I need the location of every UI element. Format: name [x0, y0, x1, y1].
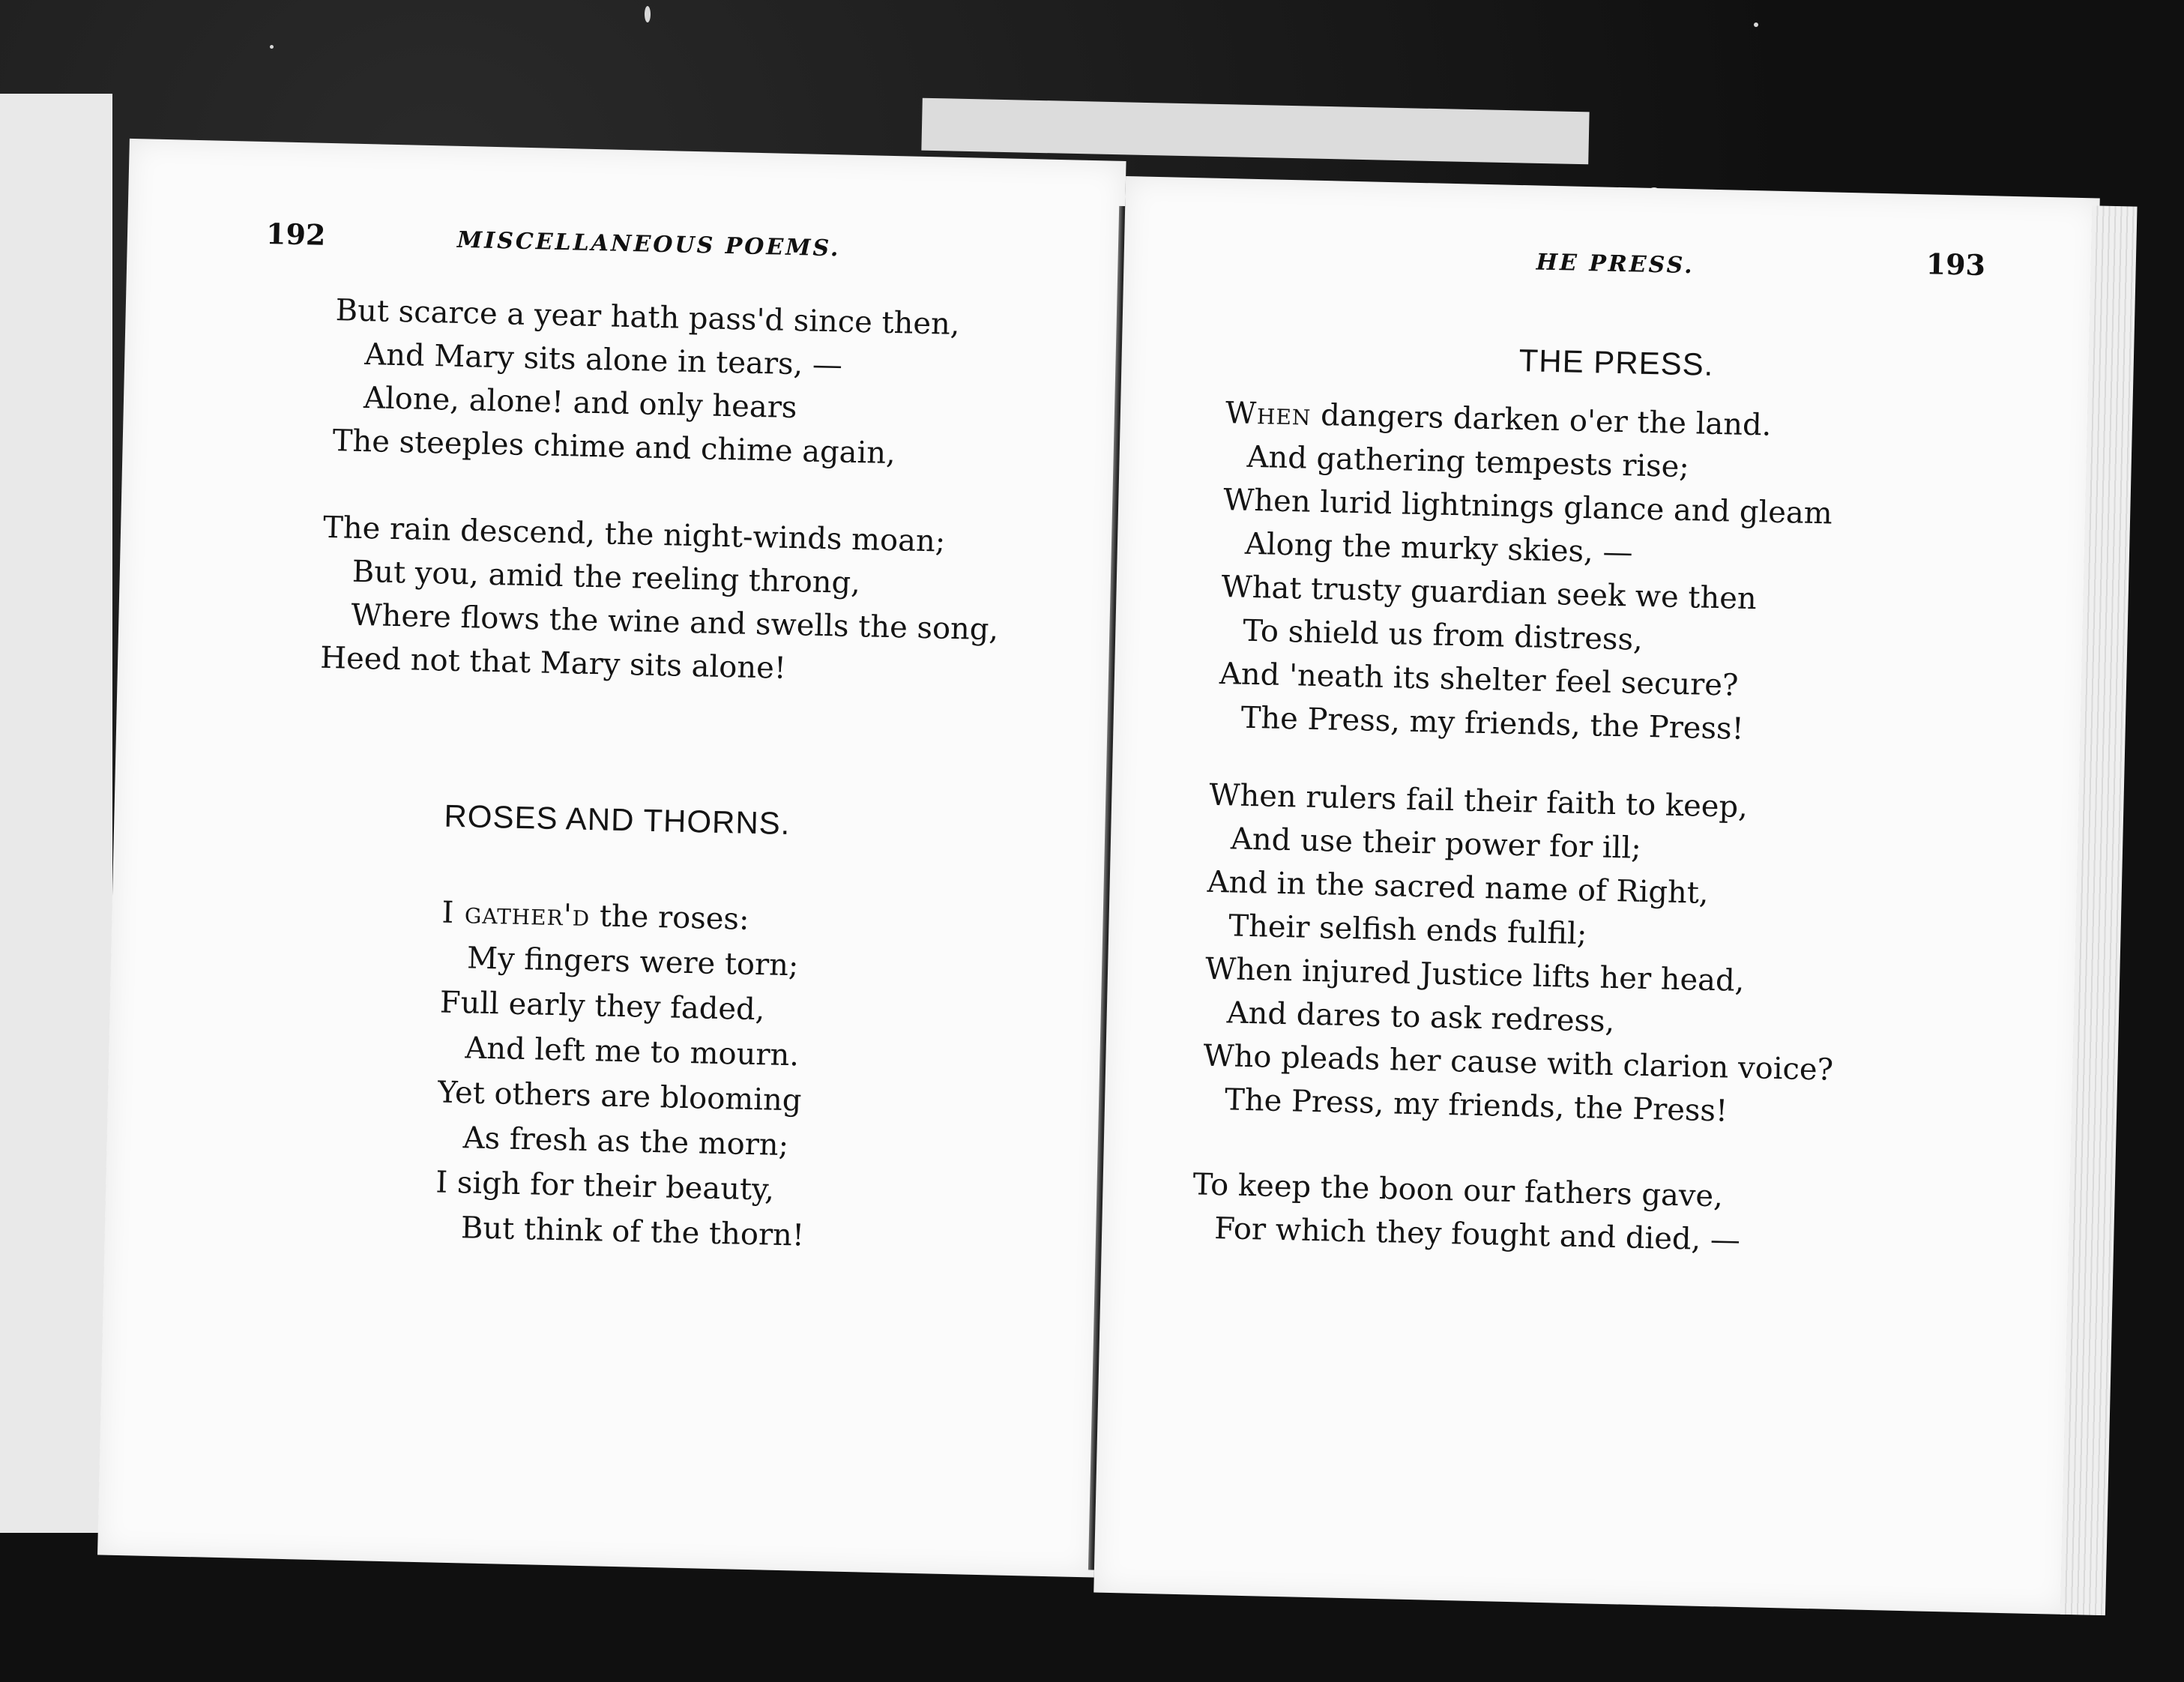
poem-line: Alone, alone! and only hears: [363, 381, 797, 426]
first-word: When: [1225, 396, 1312, 432]
poem-line: Heed not that Mary sits alone!: [319, 640, 787, 686]
poem-line: But you, amid the reeling throng,: [352, 554, 861, 601]
poem-line: To keep the boon our fathers gave,: [1192, 1167, 1724, 1214]
poem-line: And gathering tempests rise;: [1246, 439, 1690, 485]
poem-line: Yet others are blooming: [437, 1075, 802, 1118]
poem-line: What trusty guardian seek we then: [1221, 570, 1758, 617]
poem-line: To shield us from distress,: [1242, 613, 1644, 657]
poem-line: As fresh as the morn;: [462, 1121, 789, 1163]
poem-line: [441, 896, 749, 937]
poem-line: Where flows the wine and swells the song,: [351, 597, 999, 648]
poem-line: And use their power for ill;: [1230, 822, 1642, 866]
page-number-left: 192: [265, 217, 326, 252]
poem-line: The rain descend, the night-winds moan;: [322, 510, 946, 559]
page-number-right: 193: [1925, 247, 1986, 283]
poem-line: When lurid lightnings glance and gleam: [1222, 483, 1833, 531]
dust-speck: [1754, 22, 1758, 27]
poem-line: The Press, my friends, the Press!: [1240, 700, 1745, 747]
poem-line: Their selfish ends fulfil;: [1228, 908, 1587, 952]
poem-line: But scarce a year hath pass'd since then,: [335, 293, 961, 343]
open-book: [81, 138, 2153, 1675]
poem-line: But think of the thorn!: [460, 1211, 805, 1253]
poem-title-roses-and-thorns: ROSES AND THORNS.: [444, 798, 791, 842]
running-head-right: HE PRESS.: [1536, 249, 1695, 280]
poem-line: And left me to mourn.: [464, 1031, 800, 1073]
poem-line: And Mary sits alone in tears, —: [364, 337, 843, 383]
poem-line: Along the murky skies, —: [1244, 526, 1634, 570]
poem-title-the-press: THE PRESS.: [1518, 342, 1714, 382]
left-page: [97, 139, 1126, 1578]
running-head-left: MISCELLANEOUS POEMS.: [456, 226, 841, 262]
poem-line: When rulers fail their faith to keep,: [1208, 777, 1749, 825]
first-line-rest: the roses:: [589, 899, 749, 937]
poem-line: And 'neath its shelter feel secure?: [1219, 657, 1739, 703]
poem-line: For which they fought and died, —: [1213, 1211, 1741, 1258]
poem-line: And dares to ask redress,: [1226, 995, 1615, 1040]
poem-line: The Press, my friends, the Press!: [1224, 1082, 1728, 1129]
poem-line: When injured Justice lifts her head,: [1204, 951, 1745, 999]
dust-speck: [645, 6, 651, 22]
poem-line: The steeples chime and chime again,: [332, 423, 896, 471]
poem-line: I sigh for their beauty,: [435, 1165, 775, 1208]
poem-line: Full early they faded,: [439, 985, 765, 1028]
first-word: I gather'd: [441, 895, 591, 934]
poem-line: Who pleads her cause with clarion voice?: [1203, 1038, 1834, 1088]
dust-speck: [270, 45, 274, 49]
first-line-rest: dangers darken o'er the land.: [1310, 397, 1772, 443]
poem-line: My fingers were torn;: [466, 941, 799, 983]
right-page: [1093, 176, 2100, 1615]
poem-line: [1225, 396, 1771, 443]
poem-line: And in the sacred name of Right,: [1207, 864, 1710, 911]
